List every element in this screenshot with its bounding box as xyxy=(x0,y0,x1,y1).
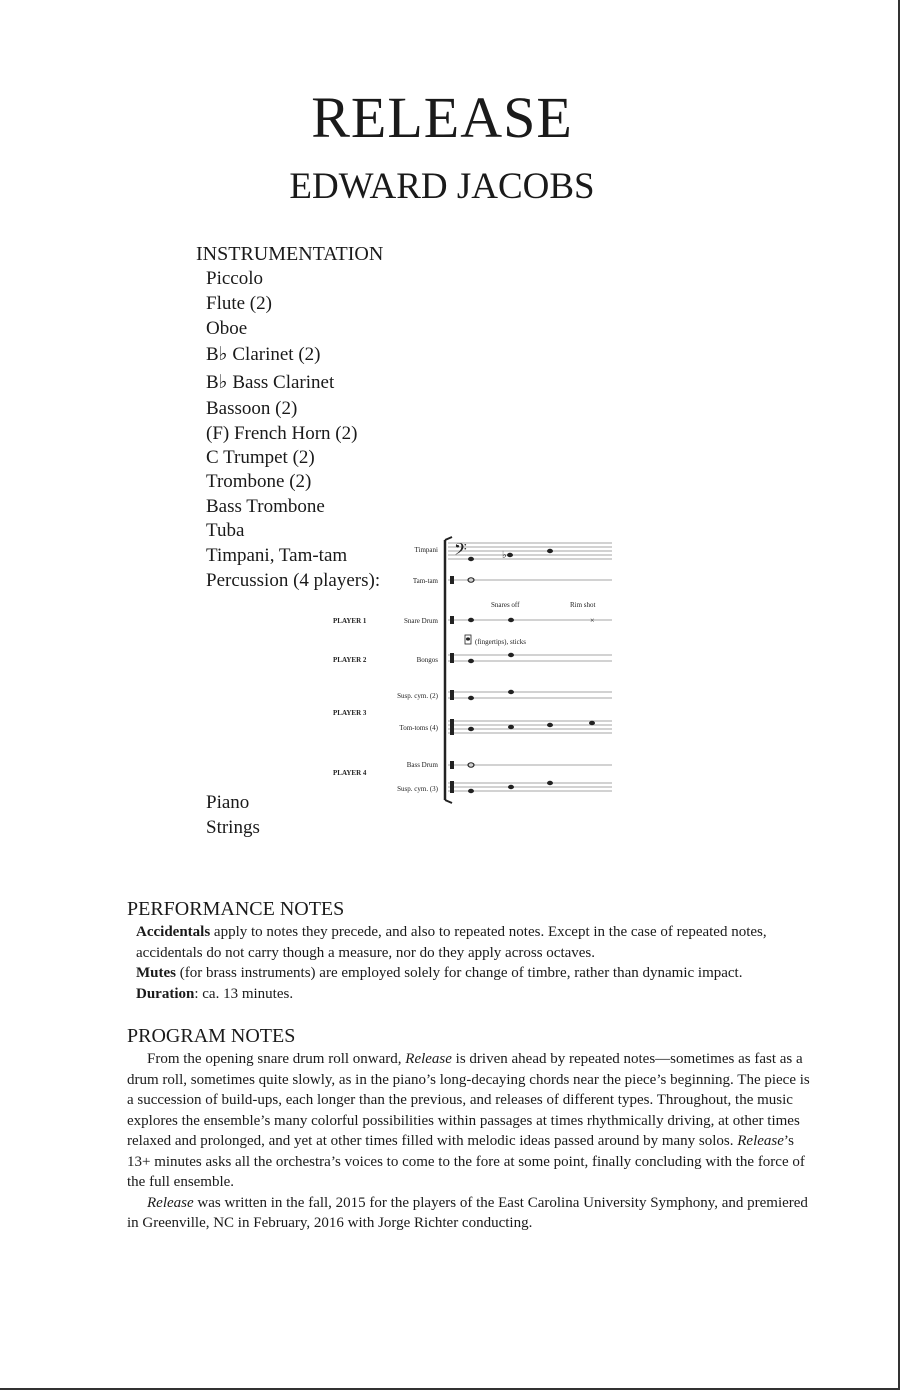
label-tom-toms: Tom-toms (4) xyxy=(399,724,438,732)
page-title: RELEASE xyxy=(311,85,573,150)
bass-clef-icon: 𝄢 xyxy=(454,541,467,563)
instrument-item: Piccolo xyxy=(206,268,263,289)
label-snares-off: Snares off xyxy=(491,601,520,609)
note-head xyxy=(508,653,514,657)
label-rim-shot: Rim shot xyxy=(570,601,596,609)
label-bass-drum: Bass Drum xyxy=(406,761,438,769)
instrument-item: Timpani, Tam-tam xyxy=(206,545,348,566)
label-player3: PLAYER 3 xyxy=(333,709,367,717)
instrument-item: C Trumpet (2) xyxy=(206,447,315,468)
note-head xyxy=(468,618,474,622)
note-head xyxy=(508,618,514,622)
duration-note: Duration: ca. 13 minutes. xyxy=(136,985,294,1002)
flat-icon: ♭ xyxy=(502,550,507,561)
note-head xyxy=(508,785,514,789)
note-head xyxy=(508,725,514,729)
mutes-note: Mutes (for brass instruments) are employed solely for change of timbre, rather than dynamic impact. xyxy=(136,965,743,981)
label-timpani: Timpani xyxy=(414,546,438,554)
perc-clef-icon xyxy=(450,576,454,584)
instrument-item: Tuba xyxy=(206,520,245,541)
timpani-staff xyxy=(448,543,612,559)
instrument-item: Trombone (2) xyxy=(206,471,312,492)
instrumentation-list-continued xyxy=(206,790,260,840)
label-snare-drum: Snare Drum xyxy=(403,617,438,625)
instrument-item: Bassoon (2) xyxy=(206,398,298,419)
composer-name: EDWARD JACOBS xyxy=(289,166,595,207)
instrument-item: B♭ Bass Clarinet xyxy=(206,372,335,393)
program-notes-paragraph: Release was written in the fall, 2015 for the players of the East Carolina University Symphony, and premiered in Greenville, NC in February, 2016 with Jorge Richter conducting. xyxy=(127,1194,808,1231)
label-tamtam: Tam-tam xyxy=(412,577,438,585)
accidentals-note: Accidentals apply to notes they precede, and also to repeated notes. Except in the case of repeated notes, accidentals do not carry though a measure, nor do they apply across octaves. xyxy=(136,924,767,961)
note-head xyxy=(547,549,553,553)
label-player1: PLAYER 1 xyxy=(333,617,367,625)
label-fingertips: (fingertips), sticks xyxy=(475,638,526,646)
cross-note-icon: × xyxy=(590,616,595,625)
note-head xyxy=(468,557,474,561)
instrument-item: Strings xyxy=(206,817,260,838)
instrument-item: (F) French Horn (2) xyxy=(206,423,358,444)
label-player2: PLAYER 2 xyxy=(333,656,367,664)
note-head xyxy=(508,690,514,694)
program-notes-paragraph: From the opening snare drum roll onward, Release is driven ahead by repeated notes—sometimes as fast as a drum roll, sometimes quite slowly, as in the piano’s long-decaying chords near the piece’s beginning. The piece is a succession of build-ups, each longer than the previous, and releases of different types. Throughout, the music explores the ensemble’s many colorful possibilities within passages at times rhythmically driving, at other times relaxed and prolonged, and yet at other times filled with melodic ideas passed around by many solos. Release’s 13+ minutes asks all the orchestra’s voices to come to the fore at some point, finally concluding with the force of the full ensemble. xyxy=(127,1051,810,1190)
note-head xyxy=(468,727,474,731)
instrument-item: Percussion (4 players): xyxy=(206,570,381,591)
percussion-score-key xyxy=(328,535,618,805)
label-player4: PLAYER 4 xyxy=(333,769,367,777)
note-head xyxy=(468,696,474,700)
label-susp-cym-3: Susp. cym. (3) xyxy=(397,785,438,793)
instrument-item: Bass Trombone xyxy=(206,496,325,517)
instrument-item: Oboe xyxy=(206,318,248,339)
program-notes xyxy=(127,1049,817,1234)
label-susp-cym-2: Susp. cym. (2) xyxy=(397,692,438,700)
note-head xyxy=(547,723,553,727)
performance-notes-heading: PERFORMANCE NOTES xyxy=(127,898,345,920)
performance-notes xyxy=(127,922,817,1004)
note-head xyxy=(468,659,474,663)
instrument-item: Piano xyxy=(206,792,250,813)
note-head xyxy=(507,553,513,557)
note-head xyxy=(547,781,553,785)
instrumentation-heading: INSTRUMENTATION xyxy=(196,243,384,265)
note-head xyxy=(468,789,474,793)
label-bongos: Bongos xyxy=(416,656,438,664)
note-head xyxy=(589,721,595,725)
instrument-item: B♭ Clarinet (2) xyxy=(206,344,321,365)
instrument-item: Flute (2) xyxy=(206,293,272,314)
program-notes-heading: PROGRAM NOTES xyxy=(127,1025,296,1047)
